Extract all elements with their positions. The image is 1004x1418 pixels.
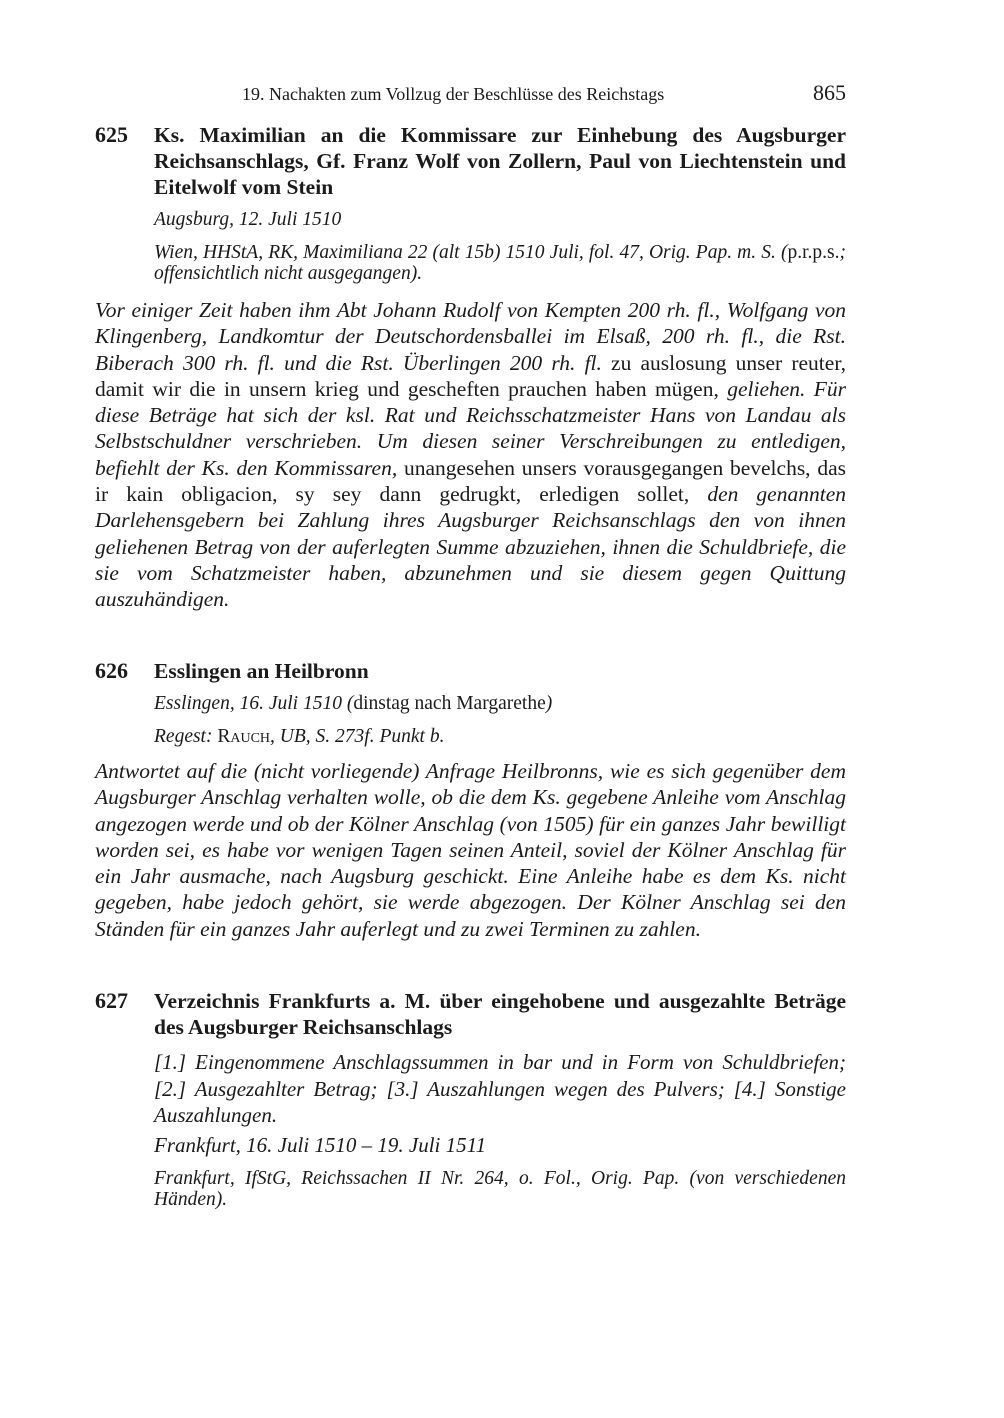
regest-part: Regest: [154, 726, 218, 747]
entry-source: Frankfurt, IfStG, Reichssachen II Nr. 264, o. Fol., Orig. Pap. (von verschiedenen Händen). [154, 1168, 846, 1210]
regest-author: Rauch [217, 726, 271, 747]
page-number: 865 [813, 80, 846, 105]
body-segment: geliehen. Für diese Beträge hat sich der ksl. Rat und Reichsschatzmeister Hans von Landau als Selbstschuldner verschrieben. Um diesen seiner Verschreibungen zu entledigen, befiehlt der Ks. den Kommissaren, [95, 376, 847, 480]
entry-source [154, 242, 846, 284]
body-segment: den genannten Darlehensgebern bei Zahlung ihres Augsburger Reichsanschlags den von ihnen geliehenen Betrag von der auferlegten Summe abzuziehen, ihnen die Schuldbriefe, die sie vom Schatzmeister haben, abzunehmen und sie diesem gegen Quittung auszuhändigen. [95, 482, 846, 612]
source-part: Wien, HHStA, RK, Maximiliana 22 (alt 15b) 1510 Juli, fol. 47, Orig. Pap. m. S. ( [154, 242, 788, 263]
date-place-part: ) [545, 693, 553, 714]
running-head [150, 80, 846, 108]
regest-part: , UB, S. 273f. Punkt b. [270, 726, 445, 747]
entry-title: Esslingen an Heilbronn [154, 659, 369, 683]
entry-date-place: Frankfurt, 16. Juli 1510 – 19. Juli 1511 [154, 1133, 487, 1157]
running-head-title: 19. Nachakten zum Vollzug der Beschlüsse des Reichstags [242, 84, 665, 104]
entry-date-place [154, 693, 846, 714]
body-segment: zu auslosung unser reuter, damit wir die in unsern krieg und gescheften prauchen haben mügen, [95, 350, 846, 401]
entry-number: 625 [95, 122, 128, 147]
body-segment: unangesehen unsers vorausgegangen bevelchs, das ir kain obligacion, sy sey dann gedrugkt, erledigen sollet, [95, 455, 846, 507]
entry-date-place: Augsburg, 12. Juli 1510 [154, 209, 342, 230]
entry-regest [154, 726, 846, 747]
entry-body [95, 297, 846, 613]
body-segment: Vor einiger Zeit haben ihm Abt Johann Rudolf von Kempten 200 rh. fl., Wolfgang von Klingenberg, Landkomtur der Deutschordensballei im Elsaß, 200 rh. fl., die Rst. Biberach 300 rh. fl. und die Rst. Überlingen 200 rh. fl. [95, 298, 846, 375]
date-place-part: Esslingen, 16. Juli 1510 ( [154, 693, 354, 714]
entry-contents: [1.] Eingenommene Anschlagssummen in bar und in Form von Schuldbriefen; [2.] Ausgezahlter Betrag; [3.] Auszahlungen wegen des Pulvers; [4.] Sonstige Auszahlungen. [154, 1050, 846, 1127]
source-part: p.r.p.s. [787, 242, 840, 263]
date-place-part: dinstag nach Margarethe [353, 693, 546, 714]
source-part: ; offensichtlich nicht ausgegangen). [154, 242, 846, 284]
entry-title: Verzeichnis Frankfurts a. M. über eingehobene und ausgezahlte Beträge des Augsburger Reichsanschlags [154, 989, 846, 1039]
entry-body: Antwortet auf die (nicht vorliegende) Anfrage Heilbronns, wie es sich gegenüber dem Augsburger Anschlag verhalten wolle, ob die dem Ks. gegebene Anleihe vom Anschlag angezogen werde und ob der Kölner Anschlag (von 1505) für ein ganzes Jahr bewilligt worden sei, es habe vor wenigen Tagen seinen Anteil, soviel der Kölner Anschlag für ein Jahr ausmache, nach Augsburg geschickt. Eine Anleihe habe es dem Ks. nicht gegeben, habe jedoch gehört, sie werde abgezogen. Der Kölner Anschlag sei den Ständen für ein ganzes Jahr auferlegt und zu zwei Terminen zu zahlen. [95, 759, 846, 941]
entry-number: 626 [95, 658, 128, 683]
entry-number: 627 [95, 988, 128, 1013]
entry-title: Ks. Maximilian an die Kommissare zur Einhebung des Augsburger Reichsanschlags, Gf. Franz Wolf von Zollern, Paul von Liechtenstein und Eitelwolf vom Stein [154, 123, 846, 199]
